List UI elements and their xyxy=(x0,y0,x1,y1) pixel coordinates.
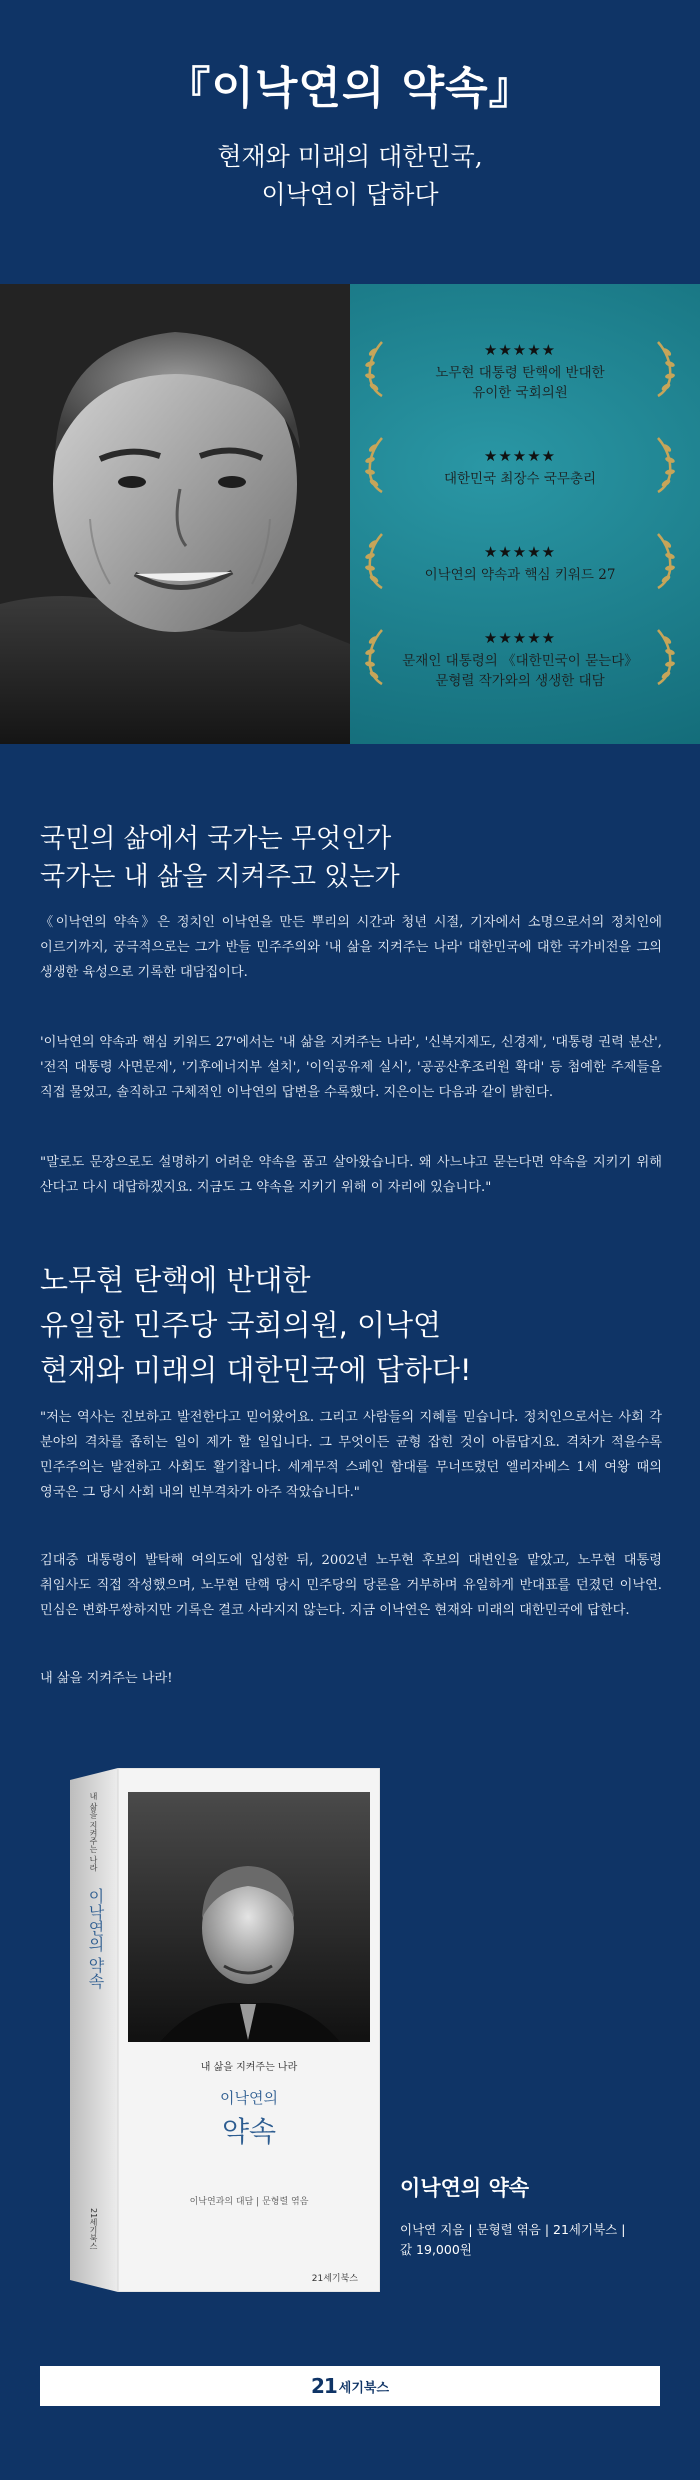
award-item xyxy=(360,612,680,708)
subtitle-line: 현재와 미래의 대한민국, xyxy=(217,142,483,171)
award-line: 유이한 국회의원 xyxy=(472,385,568,401)
spine-title: 이낙연의 약속 xyxy=(86,1888,105,1990)
section-heading xyxy=(40,1258,660,1393)
laurel-right-icon xyxy=(654,530,676,590)
portrait-photo xyxy=(0,284,350,744)
award-line: 문형렬 작가와의 생생한 대담 xyxy=(435,673,605,689)
page-title: 『이낙연의 약속』 xyxy=(166,63,534,114)
award-text xyxy=(444,469,596,489)
book-cover-text xyxy=(118,2058,380,2284)
logo-word: 세기북스 xyxy=(338,2380,390,2396)
spine-publisher: 21세기북스 xyxy=(89,2208,98,2251)
page-subtitle xyxy=(0,138,700,214)
book-spine-text xyxy=(70,1768,118,2292)
rating-stars: ★★★★★ xyxy=(483,543,557,561)
body-paragraph: 《이낙연의 약속》은 정치인 이낙연을 만든 뿌리의 시간과 청년 시절, 기자에서 소명으로서의 정치인에 이르기까지, 궁극적으로는 그가 반들 민주주의와 '내 삶을 지켜주는 나라' 대한민국에 대한 국가비전을 그의 생생한 육성으로 기록한 대담집이다. xyxy=(40,915,662,980)
award-text xyxy=(402,651,638,691)
heading-line: 유일한 민주당 국회의원, 이낙연 xyxy=(40,1308,442,1342)
cover-title-large: 약속 xyxy=(221,2115,277,2148)
awards-list xyxy=(360,324,680,708)
cover-publisher: 21세기북스 xyxy=(311,2274,358,2284)
rating-stars: ★★★★★ xyxy=(483,341,557,359)
quote-paragraph: "말로도 문장으로도 설명하기 어려운 약속을 품고 살아왔습니다. 왜 사느냐고 묻는다면 약속을 지키기 위해 산다고 다시 대답하겠지요. 지금도 그 약속을 지키기 위해 이 자리에 있습니다." xyxy=(40,1155,662,1195)
laurel-right-icon xyxy=(654,338,676,398)
section-heading xyxy=(40,820,660,896)
laurel-right-icon xyxy=(654,626,676,686)
award-line: 대한민국 최장수 국무총리 xyxy=(443,471,597,487)
body-paragraph: 내 삶을 지켜주는 나라! xyxy=(40,1671,173,1686)
laurel-right-icon xyxy=(654,434,676,494)
book-title: 이낙연의 약속 xyxy=(400,2176,530,2200)
award-text xyxy=(435,363,604,403)
spine-tagline: 내 삶을 지켜주는 나라 xyxy=(89,1792,98,1872)
cover-tagline: 내 삶을 지켜주는 나라 xyxy=(200,2062,298,2073)
body-paragraph: '이낙연의 약속과 핵심 키워드 27'에서는 '내 삶을 지켜주는 나라', '신복지제도, 신경제', '대통령 권력 분산', '전직 대통령 사면문제', '기후에너지부 설치', '이익공유제 실시', '공공산후조리원 확대' 등 첨예한 주제들을 직접 물었고, 솔직하고 구체적인 이낙연의 답변을 수록했다. 지은이는 다음과 같이 밝힌다. xyxy=(40,1035,662,1100)
award-line: 문재인 대통령의 《대한민국이 묻는다》 xyxy=(402,653,638,669)
award-item xyxy=(360,420,680,516)
hero-band xyxy=(0,284,700,744)
book-meta-line: 값 19,000원 xyxy=(400,2242,472,2257)
award-item xyxy=(360,516,680,612)
laurel-left-icon xyxy=(364,338,386,398)
subtitle-line: 이낙연이 답하다 xyxy=(261,180,439,209)
quote-paragraph: "저는 역사는 진보하고 발전한다고 믿어왔어요. 그리고 사람들의 지혜를 믿습니다. 정치인으로서는 사회 각 분야의 격차를 좁히는 일이 제가 할 일입니다. 그 무엇이든 균형 잡힌 것이 아름답지요. 격차가 적을수록 민주주의는 발전하고 사회도 활기찹니다. 세계무적 스페인 함대를 무너뜨렸던 엘리자베스 1세 여왕 때의 영국은 그 당시 사회 내의 빈부격차가 아주 작았습니다." xyxy=(40,1410,662,1500)
cover-title-small: 이낙연의 xyxy=(220,2089,278,2107)
award-line: 이낙연의 약속과 핵심 키워드 27 xyxy=(424,567,616,583)
logo-number: 21 xyxy=(310,2374,337,2398)
laurel-left-icon xyxy=(364,626,386,686)
cover-credit: 이낙연과의 대담 | 문형렬 엮음 xyxy=(189,2197,309,2207)
rating-stars: ★★★★★ xyxy=(483,447,557,465)
heading-line: 현재와 미래의 대한민국에 답하다! xyxy=(40,1353,472,1387)
body-paragraph: 김대중 대통령이 발탁해 여의도에 입성한 뒤, 2002년 노무현 후보의 대변인을 맡았고, 노무현 대통령 취임사도 직접 작성했으며, 노무현 탄핵 당시 민주당의 당론을 거부하며 유일하게 반대표를 던졌던 이낙연. 민심은 변화무쌍하지만 기록은 결코 사라지지 않는다. 지금 이낙연은 현재와 미래의 대한민국에 답한다. xyxy=(40,1553,662,1618)
award-item xyxy=(360,324,680,420)
heading-line: 국민의 삶에서 국가는 무엇인가 xyxy=(40,824,392,854)
award-line: 노무현 대통령 탄핵에 반대한 xyxy=(435,365,605,381)
book-meta-line: 이낙연 지음 | 문형렬 엮음 | 21세기북스 | xyxy=(400,2222,626,2237)
publisher-logo[interactable] xyxy=(311,2374,389,2398)
publisher-bar xyxy=(40,2366,660,2406)
book-meta xyxy=(400,2220,680,2260)
book-info xyxy=(400,2172,680,2260)
laurel-left-icon xyxy=(364,434,386,494)
laurel-left-icon xyxy=(364,530,386,590)
award-text xyxy=(425,565,616,585)
rating-stars: ★★★★★ xyxy=(483,629,557,647)
heading-line: 국가는 내 삶을 지켜주고 있는가 xyxy=(40,862,400,892)
heading-line: 노무현 탄핵에 반대한 xyxy=(40,1263,311,1297)
